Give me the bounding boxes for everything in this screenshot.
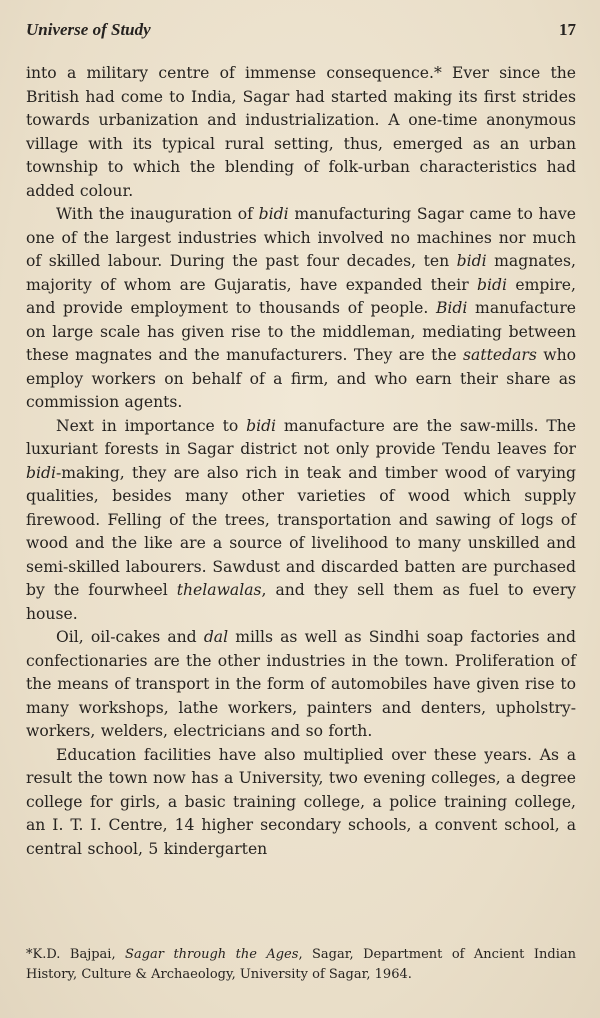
text-run: manufacture on large scale has given rise to the middleman, mediating between these magnates and the manufacturers. They are the — [26, 299, 577, 364]
text-run: who employ workers on behalf of a firm, and who earn their share as commission agents. — [26, 346, 576, 411]
text-run: , Sagar, Department of Ancient Indian History, Culture & Archaeology, University of Sagar, 1964. — [26, 947, 576, 982]
paragraph — [26, 62, 576, 203]
italic-term: bidi — [26, 463, 56, 482]
text-run: manufacturing Sagar came to have one of the largest industries which involved no machines nor much of skilled labour. During the past four decades, ten — [26, 205, 576, 270]
text-run: empire, and provide employment to thousands of people. — [26, 275, 576, 317]
paragraph — [26, 203, 576, 415]
italic-term: dal — [203, 628, 229, 646]
text-run: into a military centre of immense consequence.* Ever since the British had come to India, Sagar had started making its first strides towards urbanization and industrialization. A one-time anonymous village with its typical rural setting, thus, emerged as an urban township to which the blending of folk-urban characteristics had added colour. — [26, 64, 576, 200]
text-run: With the inauguration of — [56, 205, 259, 223]
body-text — [26, 62, 576, 861]
italic-term: Sagar through the Ages — [125, 947, 299, 962]
page-header — [26, 20, 576, 44]
book-page — [26, 0, 576, 1018]
paragraph — [26, 626, 576, 744]
paragraph — [26, 744, 576, 862]
italic-term: bidi — [477, 275, 507, 294]
italic-term: bidi — [258, 205, 289, 223]
text-run: manufacture are the saw-mills. The luxuriant forests in Sagar district not only provide Tendu leaves for — [26, 416, 576, 458]
text-run: -making, they are also rich in teak and timber wood of varying qualities, besides many other varieties of wood which supply firewood. Felling of the trees, transportation and sawing of logs of wood and the like are a source of livelihood to many unskilled and semi-skilled labourers. Sawdust and discarded batten are purchased by the fourwheel — [26, 463, 576, 599]
text-run: Next in importance to — [56, 416, 247, 435]
italic-term: bidi — [246, 416, 277, 435]
italic-term: thelawalas — [176, 581, 262, 599]
paragraph — [26, 415, 576, 627]
italic-term: bidi — [456, 252, 487, 270]
text-run: Oil, oil-cakes and — [56, 628, 204, 646]
text-run: magnates, majority of whom are Gujaratis, have expanded their — [26, 252, 576, 294]
page-number: 17 — [559, 20, 576, 39]
italic-term: Bidi — [435, 299, 468, 317]
text-run: , and they sell them as fuel to every house. — [26, 581, 576, 623]
text-run: mills as well as Sindhi soap factories and confectionaries are the other industries in the town. Proliferation of the means of transport in the form of automobiles have given rise to many workshops, lathe workers, painters and denters, upholstry-workers, welders, electricians and so forth. — [26, 628, 576, 740]
text-run: *K.D. Bajpai, — [26, 947, 126, 962]
footnote — [26, 945, 576, 984]
italic-term: sattedars — [463, 346, 537, 364]
text-run: Education facilities have also multiplied over these years. As a result the town now has a University, two evening colleges, a degree college for girls, a basic training college, a police training college, an I. T. I. Centre, 14 higher secondary schools, a convent school, a central school, 5 kindergarten — [26, 745, 576, 858]
running-title: Universe of Study — [26, 20, 151, 39]
